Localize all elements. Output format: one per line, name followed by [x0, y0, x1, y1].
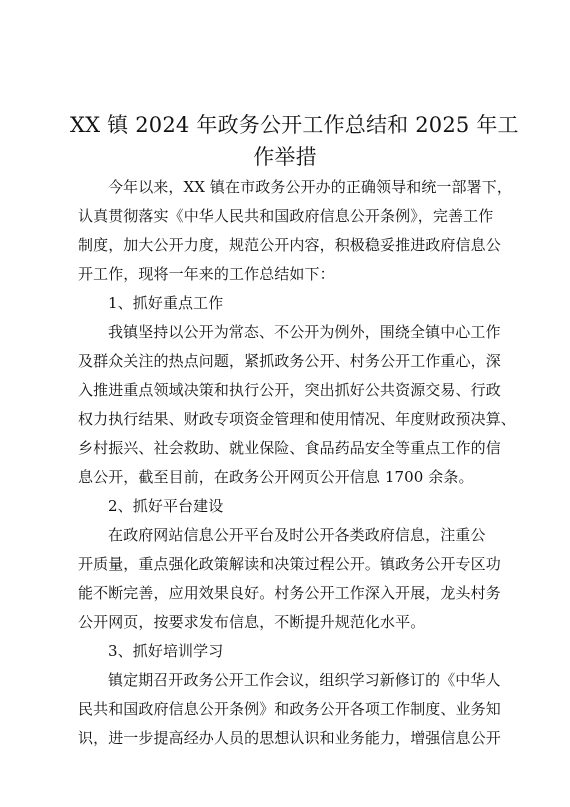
- paragraph-intro-line-1: 今年以来，XX 镇在市政务公开办的正确领导和统一部署下，: [108, 178, 512, 196]
- section-heading-3: 3、抓好培训学习: [108, 642, 224, 660]
- document-title-line-2: 作举措: [253, 145, 317, 169]
- section-3-line-3: 识，进一步提高经办人员的思想认识和业务能力，增强信息公开: [78, 729, 501, 747]
- section-1-line-4: 权力执行结果、财政专项资金管理和使用情况、年度财政预决算、: [78, 410, 516, 428]
- document-title-line-1: XX 镇 2024 年政务公开工作总结和 2025 年工: [70, 113, 519, 137]
- paragraph-intro-line-4: 开工作，现将一年来的工作总结如下：: [78, 265, 335, 283]
- section-1-line-2: 及群众关注的热点问题，紧抓政务公开、村务公开工作重心，深: [78, 352, 501, 370]
- paragraph-intro-line-2: 认真贯彻落实《中华人民共和国政府信息公开条例》，完善工作: [78, 207, 494, 225]
- section-2-line-2: 开质量，重点强化政策解读和决策过程公开。镇政务公开专区功: [78, 555, 501, 573]
- section-1-line-6: 息公开，截至目前，在政务公开网页公开信息 1700 余条。: [78, 468, 474, 486]
- section-heading-2: 2、抓好平台建设: [108, 497, 224, 515]
- section-3-line-2: 民共和国政府信息公开条例》和政务公开各项工作制度、业务知: [78, 700, 501, 718]
- section-2-line-3: 能不断完善，应用效果良好。村务公开工作深入开展，龙头村务: [78, 584, 501, 602]
- section-1-line-3: 入推进重点领域决策和执行公开，突出抓好公共资源交易、行政: [78, 381, 501, 399]
- section-heading-1: 1、抓好重点工作: [108, 294, 224, 312]
- section-3-line-1: 镇定期召开政务公开工作会议，组织学习新修订的《中华人: [108, 671, 501, 689]
- section-1-line-1: 我镇坚持以公开为常态、不公开为例外，围绕全镇中心工作: [108, 323, 501, 341]
- section-2-line-4: 公开网页，按要求发布信息，不断提升规范化水平。: [78, 613, 426, 631]
- paragraph-intro-line-3: 制度，加大公开力度，规范公开内容，积极稳妥推进政府信息公: [78, 236, 501, 254]
- section-1-line-5: 乡村振兴、社会救助、就业保险、食品药品安全等重点工作的信: [78, 439, 501, 457]
- section-2-line-1: 在政府网站信息公开平台及时公开各类政府信息，注重公: [108, 526, 486, 544]
